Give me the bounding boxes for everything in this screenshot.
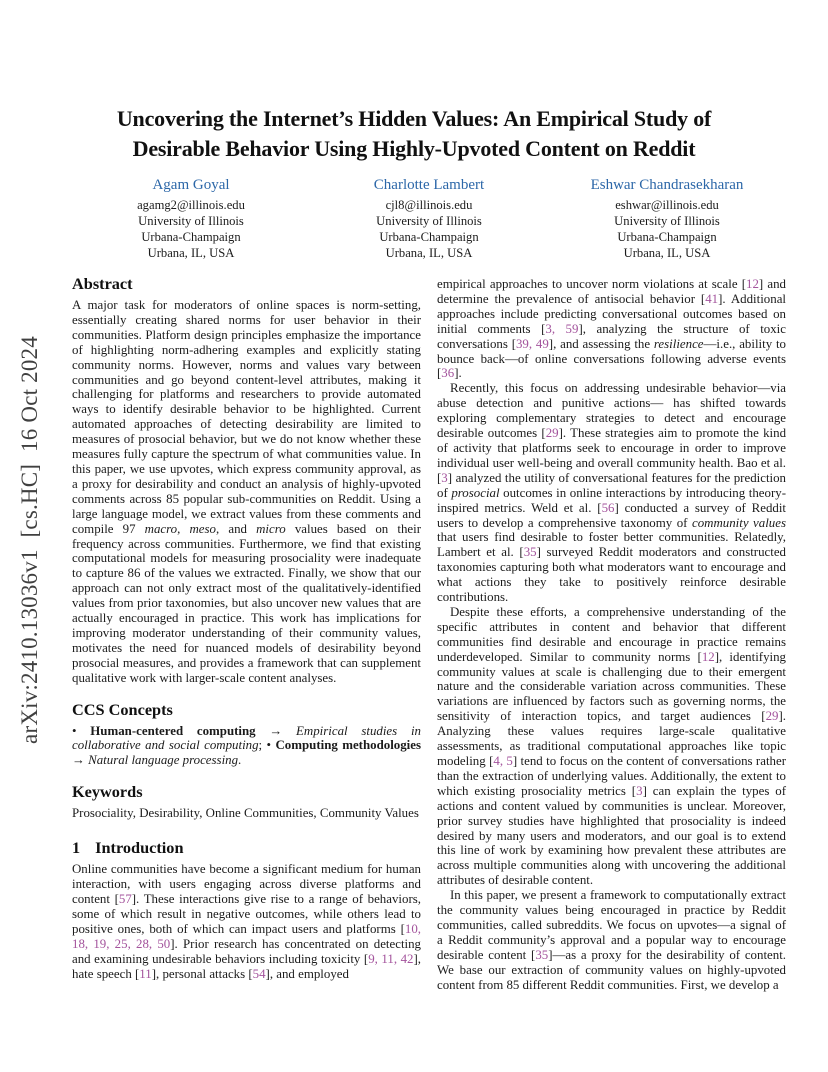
author-block-1 <box>72 177 310 261</box>
citation-link[interactable]: 10, 18, 19, 25, 28, 50 <box>72 921 421 951</box>
citation-link[interactable]: 3 <box>636 783 643 798</box>
citation-link[interactable]: 41 <box>705 291 719 306</box>
keywords-text: Prosociality, Desirability, Online Communities, Community Values <box>72 806 419 821</box>
citation-link[interactable]: 3, 59 <box>545 321 579 336</box>
two-column-body <box>0 274 828 993</box>
citation-link[interactable]: 39, 49 <box>515 336 549 351</box>
citation-link[interactable]: 9, 11, 42 <box>368 951 414 966</box>
citation-link[interactable]: 3 <box>441 470 448 485</box>
introduction-paragraph: Online communities have become a significant medium for human interaction, with users engaging across diverse platforms and content [57]. These interactions give rise to a range of behaviors, some of which result in negative outcomes, while others lead to positive ones, both of which can impact users and platforms [10, 18, 19, 25, 28, 50]. Prior research has concentrated on detecting and examining undesirable behaviors including toxicity [9, 11, 42], hate speech [11], personal attacks [54], and employed <box>72 862 422 981</box>
ccs-concepts-paragraph: • Human-centered computing → Empirical studies in collaborative and social computing; • Computing methodologies → Natural language processing. <box>72 723 421 768</box>
author-email: agamg2@illinois.edu <box>137 198 245 212</box>
author-email: eshwar@illinois.edu <box>615 198 719 212</box>
body-paragraph: Recently, this focus on addressing undesirable behavior—via abuse detection and punitive actions— has shifted towards exploring complementary strategies to detect and encourage desirable outcomes [29]. These strategies aim to promote the kind of activity that platforms seek to encourage in order to improve individual user well-being and overall community health. Bao et al. [3] analyzed the utility of conversational features for the prediction of prosocial outcomes in online interactions by introducing theory-inspired metrics. Weld et al. [56] conducted a survey of Reddit users to develop a comprehensive taxonomy of community values that users find desirable to foster better communities. Relatedly, Lambert et al. [35] surveyed Reddit moderators and constructed taxonomies capturing both what moderators want to encourage and what actions they take to positively reinforce desirable contributions. <box>437 381 787 605</box>
author-affiliation: University of Illinois <box>614 214 720 228</box>
citation-link[interactable]: 35 <box>535 947 549 962</box>
citation-link[interactable]: 11 <box>139 966 152 981</box>
author-affiliation: Urbana-Champaign <box>617 230 717 244</box>
author-location: Urbana, IL, USA <box>623 246 711 260</box>
citation-link[interactable]: 12 <box>746 277 759 291</box>
author-list <box>72 177 786 261</box>
citation-link[interactable]: 29 <box>545 426 559 441</box>
body-paragraph: empirical approaches to uncover norm violations at scale [12] and determine the prevalence of antisocial behavior [41]. Additional approaches include predicting conversational outcomes based on initial comments [3, 59], analyzing the structure of toxic conversations [39, 49], and assessing the resilience—i.e., ability to bounce back—of online conversations following adverse events [36]. <box>437 277 786 381</box>
introduction-heading <box>72 838 421 857</box>
paper-title-line-2: Desirable Behavior Using Highly-Upvoted Content on Reddit <box>132 136 696 161</box>
citation-link[interactable]: 54 <box>252 966 266 981</box>
abstract-heading: Abstract <box>72 274 133 293</box>
keywords-heading: Keywords <box>72 782 143 802</box>
author-location: Urbana, IL, USA <box>147 246 235 260</box>
body-paragraph: Despite these efforts, a comprehensive understanding of the specific attributes in content and behavior that different communities find desirable and encourage in practice remains underdeveloped. Similar to community norms [12], identifying community values at scale is challenging due to their emergent nature and the considerable variation across communities. These variations are influenced by factors such as governing norms, the sensitivity of interaction topics, and target audiences [29]. Analyzing these values requires large-scale qualitative assessments, as traditional computational approaches like topic modeling [4, 5] tend to focus on the content of conversations rather than the extraction of underlying values. Additionally, the extent to which existing prosociality metrics [3] can explain the types of actions and content valued by communities is unclear. Moreover, prior survey studies have highlighted that prosociality is indeed desired by many users and moderators, and our goal is to extend this line of work by examining how prevalent these attributes are across multiple communities along with uncovering the additional attributes of desirable content. <box>437 604 786 888</box>
author-name: Agam Goyal <box>152 177 230 193</box>
author-block-3 <box>548 177 786 261</box>
body-paragraph: In this paper, we present a framework to computationally extract the community values being encouraged in practice by Reddit communities, called subreddits. We focus on upvotes—a signal of a Reddit community’s approval and a popular way to encourage desirable content [35]—as a proxy for the desirability of content. We base our extraction of community values on highly-upvoted content from 85 different Reddit communities. First, we develop a <box>437 888 786 992</box>
author-affiliation: Urbana-Champaign <box>141 230 241 244</box>
paper-title <box>60 104 768 164</box>
author-email: cjl8@illinois.edu <box>385 198 473 212</box>
citation-link[interactable]: 56 <box>601 500 615 515</box>
ccs-concepts-heading: CCS Concepts <box>72 699 173 719</box>
author-affiliation: Urbana-Champaign <box>379 230 479 244</box>
arxiv-watermark: arXiv:2410.13036v1 [cs.HC] 16 Oct 2024 <box>17 336 42 744</box>
section-title: Introduction <box>95 838 184 858</box>
left-column <box>72 274 421 993</box>
author-location: Urbana, IL, USA <box>385 246 473 260</box>
author-name: Charlotte Lambert <box>373 177 485 193</box>
author-block-2 <box>310 177 548 261</box>
citation-link[interactable]: 36 <box>441 366 455 381</box>
right-column <box>437 274 786 993</box>
citation-link[interactable]: 4, 5 <box>493 754 513 768</box>
author-affiliation: University of Illinois <box>138 214 244 228</box>
citation-link[interactable]: 29 <box>765 709 779 724</box>
author-name: Eshwar Chandrasekharan <box>590 177 744 193</box>
author-affiliation: University of Illinois <box>376 214 482 228</box>
section-number: 1 <box>72 838 81 858</box>
citation-link[interactable]: 35 <box>523 545 537 560</box>
citation-link[interactable]: 12 <box>701 649 715 664</box>
abstract-paragraph: A major task for moderators of online spaces is norm-setting, essentially creating shared norms for user behavior in their communities. Platform design principles emphasize the importance of highlighting norm-adhering examples and explicitly stating community norms. However, norms and values vary between communities and go beyond content-level attributes, making it challenging for platforms and researchers to provide automated ways to identify desirable behavior to be highlighted. Current automated approaches of detecting desirability are limited to measures of prosocial behavior, but we do not know whether these measures fully capture the spectrum of what communities value. In this paper, we use upvotes, which express community approval, as a proxy for desirability and conduct an analysis of highly-upvoted comments across 85 popular sub-communities on Reddit. Using a large language model, we extract values from these comments and compile 97 macro, meso, and micro values based on their frequency across communities. Furthermore, we find that existing computational models for measuring prosociality were inadequate to capture 86 of the values we extracted. Finally, we show that our approach can not only extract most of the qualitatively-identified values from prior taxonomies, but also uncover new values that are actually encouraged in practice. This work has implications for improving moderator understanding of their community values, motivates the need for nuanced models of desirability beyond prosocial measures, and provides a framework that can supplement qualitative work with larger-scale content analyses. <box>72 298 422 685</box>
citation-link[interactable]: 57 <box>118 892 132 906</box>
paper-title-line-1: Uncovering the Internet’s Hidden Values: An Empirical Study of <box>116 106 712 131</box>
